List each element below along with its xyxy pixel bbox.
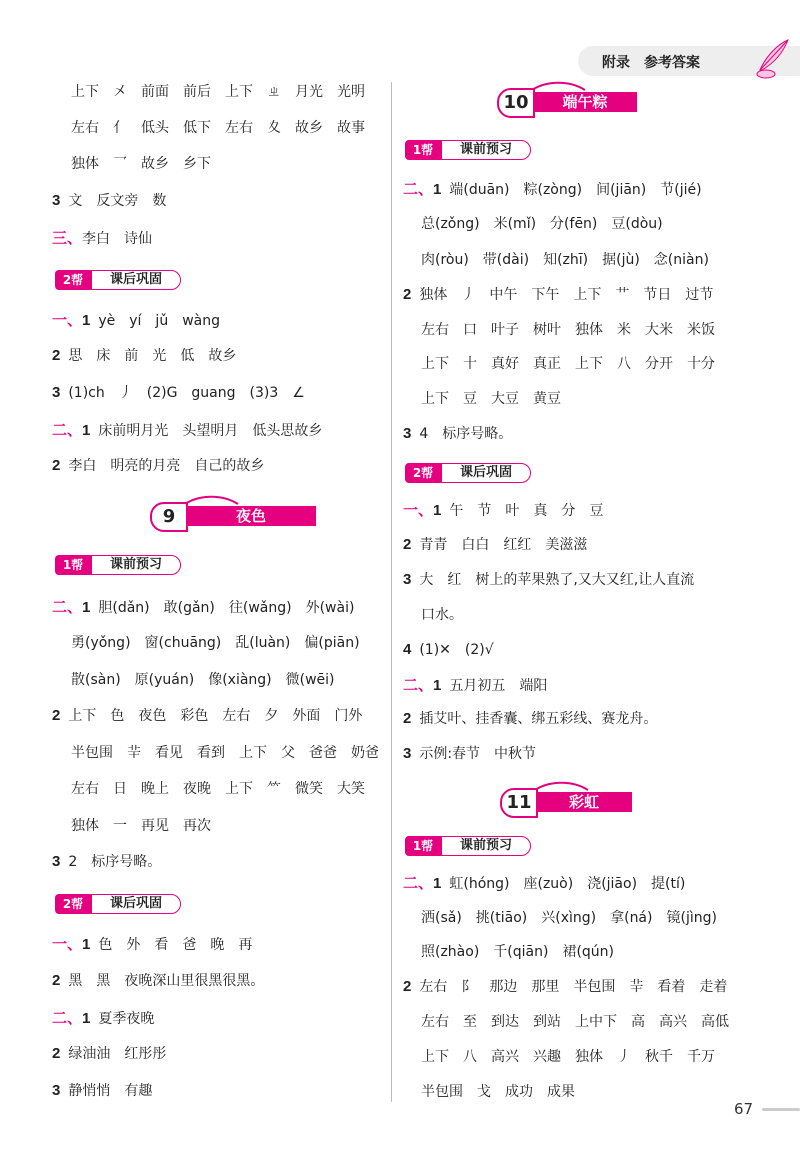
answer-text: 静悄悄 有趣 xyxy=(68,1083,153,1099)
section-marker: 一、 xyxy=(403,501,434,519)
section-marker: 一、 xyxy=(52,935,83,953)
answer-line: 独体 一 再见 再次 xyxy=(71,818,211,834)
answer-text: 示例:春节 中秋节 xyxy=(419,746,537,762)
section-marker: 二、 xyxy=(52,1009,83,1027)
answer-text: 李白 诗仙 xyxy=(82,231,153,247)
answer-text: 五月初五 端阳 xyxy=(449,678,548,694)
item-number: 1 xyxy=(433,181,442,198)
answer-text: (1)✕ (2)√ xyxy=(419,642,494,658)
page-number: 67 xyxy=(734,1100,754,1118)
section-marker: 二、 xyxy=(52,421,83,439)
answer-line xyxy=(52,706,362,726)
answer-text: 胆(dǎn) 敢(gǎn) 往(wǎng) 外(wài) xyxy=(98,600,355,616)
answer-line xyxy=(403,709,657,729)
section-marker: 二、 xyxy=(403,180,434,198)
answer-line xyxy=(52,852,161,872)
answer-line xyxy=(403,424,512,444)
answer-text: 思 床 前 光 低 故乡 xyxy=(68,348,237,364)
column-divider xyxy=(391,82,392,1102)
answer-line: 肉(ròu) 带(dài) 知(zhī) 据(jù) 念(niàn) xyxy=(421,252,709,268)
lesson-number: 11 xyxy=(500,788,538,818)
header-title: 附录 参考答案 xyxy=(602,55,700,71)
item-number: 1 xyxy=(433,677,442,694)
answer-line: 左右 日 晚上 夜晚 上下 ⺮ 微笑 大笑 xyxy=(71,781,365,797)
item-number: 3 xyxy=(52,853,61,870)
answer-line xyxy=(403,535,587,555)
answer-text: 左右 阝 那边 那里 半包围 ⺸ 看着 走着 xyxy=(419,979,728,995)
lesson-title: 端午粽 xyxy=(533,92,637,112)
badge-tag: 2帮 xyxy=(405,463,441,483)
answer-line: 口水。 xyxy=(421,607,463,623)
answer-line xyxy=(52,420,322,441)
answer-line xyxy=(403,570,694,590)
item-number: 3 xyxy=(52,384,61,401)
answer-text: 2 标序号略。 xyxy=(68,854,162,870)
answer-line xyxy=(52,191,166,211)
item-number: 1 xyxy=(82,936,91,953)
badge-label: 课前预习 xyxy=(91,555,181,575)
section-marker: 三、 xyxy=(52,229,83,247)
answer-line: 独体 乛 故乡 乡下 xyxy=(71,156,211,172)
badge-tag: 2帮 xyxy=(55,270,91,290)
answer-line xyxy=(403,285,713,305)
answer-line: 散(sàn) 原(yuán) 像(xiàng) 微(wēi) xyxy=(71,672,335,688)
item-number: 1 xyxy=(82,599,91,616)
answer-text: 色 外 看 爸 晚 再 xyxy=(98,937,253,953)
answer-text: (1)ch 丿 (2)G guang (3)3 ∠ xyxy=(68,385,305,401)
answer-line xyxy=(52,383,305,403)
badge-tag: 1帮 xyxy=(405,836,441,856)
badge-label: 课后巩固 xyxy=(441,463,531,483)
item-number: 2 xyxy=(52,707,61,724)
answer-text: 李白 明亮的月亮 自己的故乡 xyxy=(68,458,265,474)
answer-line xyxy=(403,640,494,660)
item-number: 2 xyxy=(403,286,412,303)
answer-line: 勇(yǒng) 窗(chuāng) 乱(luàn) 偏(piān) xyxy=(71,635,360,651)
answer-text: 床前明月光 头望明月 低头思故乡 xyxy=(98,423,323,439)
answer-text: 上下 色 夜色 彩色 左右 夕 外面 门外 xyxy=(68,708,363,724)
item-number: 2 xyxy=(403,710,412,727)
answer-text: 午 节 叶 真 分 豆 xyxy=(449,503,604,519)
lesson-title: 彩虹 xyxy=(536,792,632,812)
item-number: 1 xyxy=(82,312,91,329)
answer-line xyxy=(52,1044,166,1064)
answer-text: 大 红 树上的苹果熟了,又大又红,让人直流 xyxy=(419,572,695,588)
item-number: 4 xyxy=(403,641,412,658)
answer-text: 4 标序号略。 xyxy=(419,426,513,442)
answer-text: 端(duān) 粽(zòng) 间(jiān) 节(jié) xyxy=(449,182,702,198)
answer-text: 文 反文旁 数 xyxy=(68,193,167,209)
answer-line: 上下 八 高兴 兴趣 独体 丿 秋千 千万 xyxy=(421,1049,715,1065)
answer-line: 洒(sǎ) 挑(tiāo) 兴(xìng) 拿(ná) 镜(jìng) xyxy=(421,910,717,926)
answer-line xyxy=(403,500,603,521)
answer-text: 夏季夜晚 xyxy=(98,1011,155,1027)
answer-line: 照(zhào) 千(qiān) 裙(qún) xyxy=(421,944,614,960)
section-marker: 二、 xyxy=(403,676,434,694)
page-header xyxy=(578,46,800,76)
lesson-title: 夜色 xyxy=(186,506,316,526)
section-marker: 二、 xyxy=(403,874,434,892)
answer-line: 半包围 ⺸ 看见 看到 上下 父 爸爸 奶爸 xyxy=(71,745,379,761)
item-number: 2 xyxy=(52,972,61,989)
section-marker: 一、 xyxy=(52,311,83,329)
item-number: 3 xyxy=(52,192,61,209)
answer-line: 左右 至 到达 到站 上中下 高 高兴 高低 xyxy=(421,1014,729,1030)
answer-line xyxy=(403,977,727,997)
item-number: 1 xyxy=(82,422,91,439)
item-number: 1 xyxy=(433,875,442,892)
answer-text: yè yí jǔ wàng xyxy=(98,313,220,329)
badge-label: 课前预习 xyxy=(441,836,531,856)
answer-line xyxy=(403,873,685,894)
answer-text: 独体 丿 中午 下午 上下 艹 节日 过节 xyxy=(419,287,714,303)
badge-label: 课前预习 xyxy=(441,140,531,160)
item-number: 2 xyxy=(403,536,412,553)
answer-line xyxy=(403,675,547,696)
badge-tag: 1帮 xyxy=(55,555,91,575)
item-number: 2 xyxy=(52,457,61,474)
answer-line xyxy=(403,179,702,200)
badge-label: 课后巩固 xyxy=(91,894,181,914)
answer-line: 左右 口 叶子 树叶 独体 米 大米 米饭 xyxy=(421,322,715,338)
answer-line xyxy=(52,1008,154,1029)
item-number: 1 xyxy=(433,502,442,519)
answer-line: 总(zǒng) 米(mǐ) 分(fēn) 豆(dòu) xyxy=(421,216,663,232)
item-number: 2 xyxy=(52,1045,61,1062)
section-marker: 二、 xyxy=(52,598,83,616)
answer-line: 左右 亻 低头 低下 左右 夊 故乡 故事 xyxy=(71,120,365,136)
item-number: 2 xyxy=(403,978,412,995)
answer-line xyxy=(52,934,252,955)
answer-line xyxy=(52,971,264,991)
item-number: 3 xyxy=(52,1082,61,1099)
answer-line xyxy=(52,228,152,249)
item-number: 1 xyxy=(82,1010,91,1027)
item-number: 2 xyxy=(52,347,61,364)
item-number: 3 xyxy=(403,745,412,762)
item-number: 3 xyxy=(403,571,412,588)
answer-line xyxy=(52,346,236,366)
feather-icon xyxy=(752,36,792,80)
badge-label: 课后巩固 xyxy=(91,270,181,290)
lesson-number: 10 xyxy=(497,88,535,118)
answer-text: 绿油油 红彤彤 xyxy=(68,1046,167,1062)
lesson-number: 9 xyxy=(150,502,188,532)
answer-text: 黑 黑 夜晚深山里很黑很黑。 xyxy=(68,973,265,989)
badge-tag: 2帮 xyxy=(55,894,91,914)
answer-line xyxy=(52,456,264,476)
page-bar xyxy=(762,1108,800,1111)
answer-text: 虹(hóng) 座(zuò) 浇(jiāo) 提(tí) xyxy=(449,876,686,892)
answer-line: 半包围 戈 成功 成果 xyxy=(421,1084,575,1100)
answer-text: 青青 白白 红红 美滋滋 xyxy=(419,537,588,553)
answer-line xyxy=(52,310,220,331)
answer-line: 上下 豆 大豆 黄豆 xyxy=(421,391,561,407)
badge-tag: 1帮 xyxy=(405,140,441,160)
item-number: 3 xyxy=(403,425,412,442)
answer-line: 上下 十 真好 真正 上下 八 分开 十分 xyxy=(421,356,715,372)
answer-line xyxy=(52,1081,152,1101)
answer-line: 上下 㐅 前面 前后 上下 ㄓ 月光 光明 xyxy=(71,84,365,100)
answer-text: 插艾叶、挂香囊、绑五彩线、赛龙舟。 xyxy=(419,711,658,727)
answer-line xyxy=(403,744,536,764)
answer-line xyxy=(52,597,354,618)
